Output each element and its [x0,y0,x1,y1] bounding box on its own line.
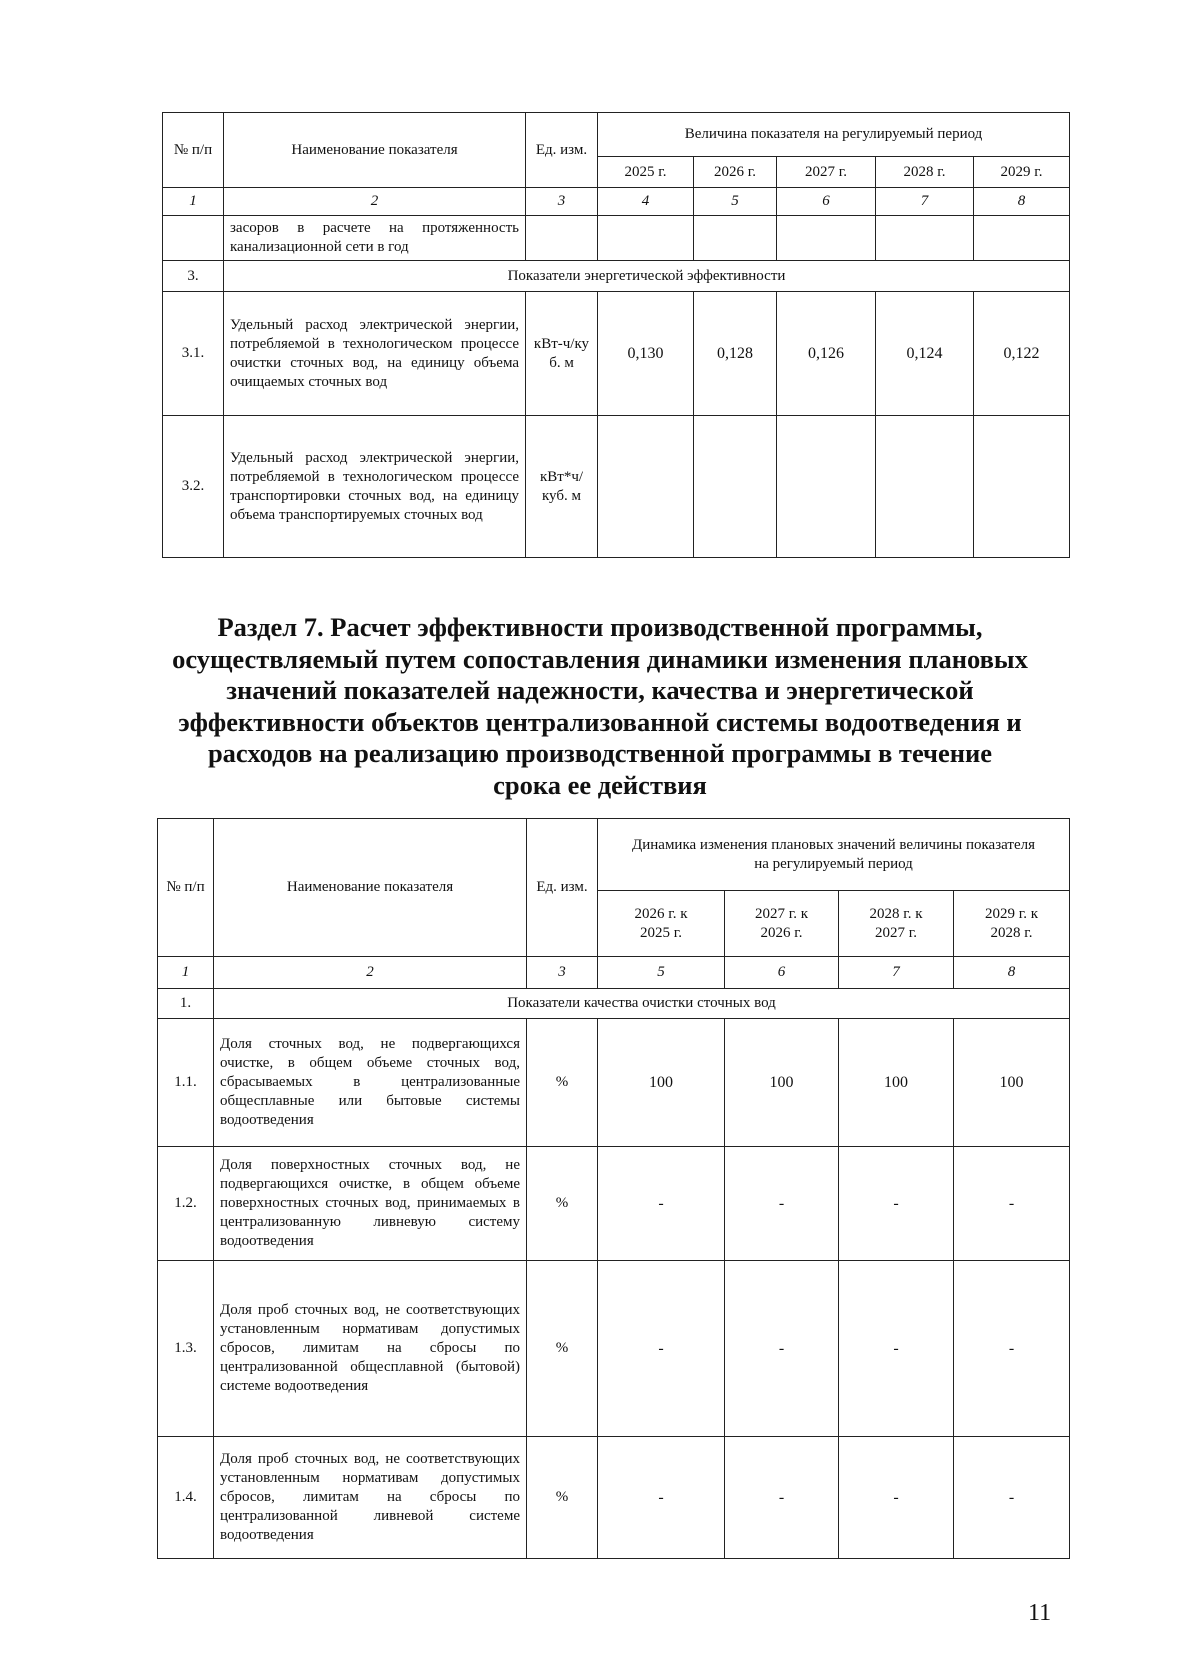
row-name: Доля поверхностных сточных вод, не подвергающихся очистке, в общем объеме поверхностных сточных вод, принимаемых в централизованную ливневую систему водоотведения [214,1147,527,1261]
header-year: 2029 г. к 2028 г. [954,891,1070,957]
col-number: 3 [526,188,598,216]
row-name: Удельный расход электрической энергии, потребляемой в технологическом процессе транспортировки сточных вод, на единицу объема транспортируемых сточных вод [224,416,526,558]
col-number: 5 [694,188,777,216]
header-year: 2026 г. [694,157,777,188]
header-unit: Ед. изм. [526,113,598,188]
column-number-row [163,188,1070,216]
section-row [163,261,1070,292]
section-num: 3. [163,261,224,292]
col-number: 7 [839,957,954,989]
table-row [163,292,1070,416]
heading-line: расходов на реализацию производственной программы в течение [207,738,993,769]
row-name: Доля проб сточных вод, не соответствующих установленным нормативам допустимых сбросов, лимитам на сбросы по централизованной общесплавной (бытовой) системе водоотведения [214,1261,527,1437]
row-unit: кВт-ч/ку б. м [526,292,598,416]
table-row [163,416,1070,558]
row-num: 3.1. [163,292,224,416]
section-title: Показатели энергетической эффективности [224,261,1070,292]
row-name: засоров в расчете на протяженность канализационной сети в год [224,216,526,261]
row-value: 100 [725,1019,839,1147]
section-num: 1. [158,989,214,1019]
header-year: 2027 г. [777,157,876,188]
row-value: 100 [839,1019,954,1147]
row-name: Доля проб сточных вод, не соответствующих установленным нормативам допустимых сбросов, лимитам на сбросы по централизованной ливневой системе водоотведения [214,1437,527,1559]
row-value: 0,122 [974,292,1070,416]
page-number: 11 [1028,1600,1052,1626]
heading-line: Раздел 7. Расчет эффективности производственной программы, [217,612,983,642]
row-value: - [954,1437,1070,1559]
col-number: 1 [158,957,214,989]
header-period: Величина показателя на регулируемый период [598,113,1070,157]
header-name: Наименование показателя [214,819,527,957]
table-row [163,216,1070,261]
row-unit: % [527,1019,598,1147]
col-number: 1 [163,188,224,216]
column-number-row [158,957,1070,989]
row-num: 1.4. [158,1437,214,1559]
row-value: - [598,1147,725,1261]
row-value [974,416,1070,558]
col-number: 6 [777,188,876,216]
row-value [694,416,777,558]
row-value: 100 [598,1019,725,1147]
row-unit: % [527,1261,598,1437]
row-value: - [954,1147,1070,1261]
col-number: 5 [598,957,725,989]
row-value: 0,128 [694,292,777,416]
row-value: - [839,1261,954,1437]
col-number: 6 [725,957,839,989]
header-num: № п/п [163,113,224,188]
heading-line: срока ее действия [493,769,707,800]
row-value: - [839,1147,954,1261]
row-unit: кВт*ч/ куб. м [526,416,598,558]
section-heading [100,612,1100,802]
header-year: 2029 г. [974,157,1070,188]
col-number: 3 [527,957,598,989]
table-row [158,1019,1070,1147]
row-value [876,416,974,558]
col-number: 8 [954,957,1070,989]
heading-line: осуществляемый путем сопоставления динамики изменения плановых [172,643,1028,674]
row-value [598,416,694,558]
row-unit: % [527,1437,598,1559]
row-value [777,416,876,558]
header-period: Динамика изменения плановых значений величины показателя на регулируемый период [598,819,1070,891]
header-year: 2028 г. [876,157,974,188]
col-number: 2 [214,957,527,989]
col-number: 8 [974,188,1070,216]
row-value: 0,126 [777,292,876,416]
row-num: 3.2. [163,416,224,558]
row-value: - [954,1261,1070,1437]
row-num: 1.3. [158,1261,214,1437]
row-value: - [598,1437,725,1559]
table-row [158,1261,1070,1437]
row-unit: % [527,1147,598,1261]
col-number: 7 [876,188,974,216]
row-value: 0,124 [876,292,974,416]
header-year: 2028 г. к 2027 г. [839,891,954,957]
row-name: Удельный расход электрической энергии, потребляемой в технологическом процессе очистки сточных вод, на единицу объема очищаемых сточных вод [224,292,526,416]
section-row [158,989,1070,1019]
col-number: 4 [598,188,694,216]
row-name: Доля сточных вод, не подвергающихся очистке, в общем объеме сточных вод, сбрасываемых в централизованные общесплавные или бытовые системы водоотведения [214,1019,527,1147]
heading-line: значений показателей надежности, качества и энергетической [226,675,974,706]
row-value: - [725,1437,839,1559]
header-name: Наименование показателя [224,113,526,188]
row-num: 1.2. [158,1147,214,1261]
row-value: - [839,1437,954,1559]
header-year: 2026 г. к 2025 г. [598,891,725,957]
row-num: 1.1. [158,1019,214,1147]
table-row [158,1437,1070,1559]
header-unit: Ед. изм. [527,819,598,957]
section-title: Показатели качества очистки сточных вод [214,989,1070,1019]
efficiency-dynamics-table [157,818,1070,1559]
row-value: 100 [954,1019,1070,1147]
row-value: - [725,1147,839,1261]
col-number: 2 [224,188,526,216]
heading-line: эффективности объектов централизованной системы водоотведения и [178,706,1022,737]
row-value: - [598,1261,725,1437]
table-row [158,1147,1070,1261]
row-value: 0,130 [598,292,694,416]
header-year: 2025 г. [598,157,694,188]
indicators-table-continued [162,112,1070,558]
header-num: № п/п [158,819,214,957]
row-value: - [725,1261,839,1437]
header-year: 2027 г. к 2026 г. [725,891,839,957]
